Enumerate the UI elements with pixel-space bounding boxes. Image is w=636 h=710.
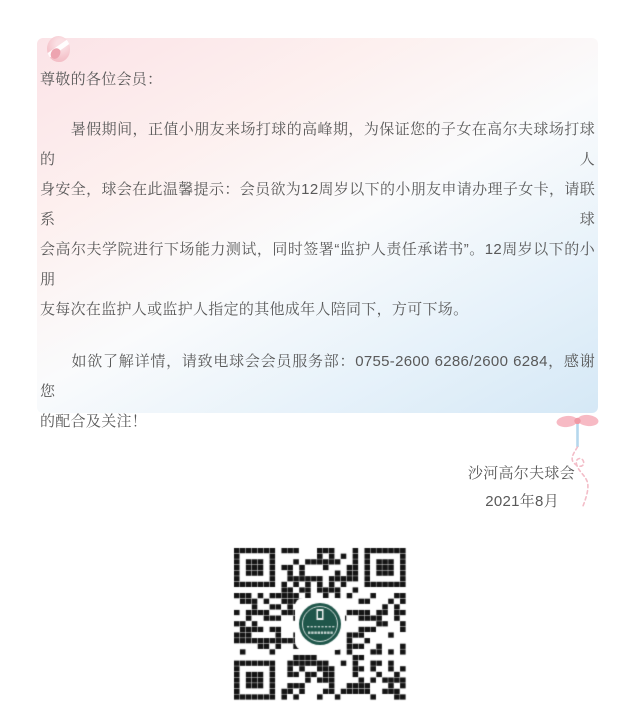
bamboo-copter-icon (550, 410, 630, 515)
signature: 沙河高尔夫球会 (467, 465, 575, 482)
notice-line: 友每次在监护人或监护人指定的其他成年人陪同下，方可下场。 (40, 301, 469, 318)
greeting: 尊敬的各位会员： (40, 71, 163, 88)
notice-line: 会高尔夫学院进行下场能力测试，同时签署“监护人责任承诺书”。12周岁以下的小朋 (40, 241, 595, 288)
notice-line: 暑假期间，正值小朋友来场打球的高峰期，为保证您的子女在高尔夫球场打球的人 (40, 121, 595, 168)
date: 2021年8月 (485, 493, 559, 510)
notice-line: 的配合及关注！ (40, 413, 148, 430)
notice-body (37, 38, 598, 516)
notice-line: 身安全，球会在此温馨提示：会员欲为12周岁以下的小朋友申请办理子女卡，请联系球 (40, 181, 595, 228)
qr-code (228, 542, 412, 706)
qr-code-canvas (228, 542, 412, 706)
paragraph-contact (40, 347, 595, 437)
signature-block (40, 460, 595, 516)
paragraph-safety-notice (40, 115, 595, 325)
notice-line-phone: 如欲了解详情，请致电球会会员服务部：0755-2600 6286/2600 6284，感谢您 (40, 353, 595, 400)
notice-card (37, 38, 598, 510)
